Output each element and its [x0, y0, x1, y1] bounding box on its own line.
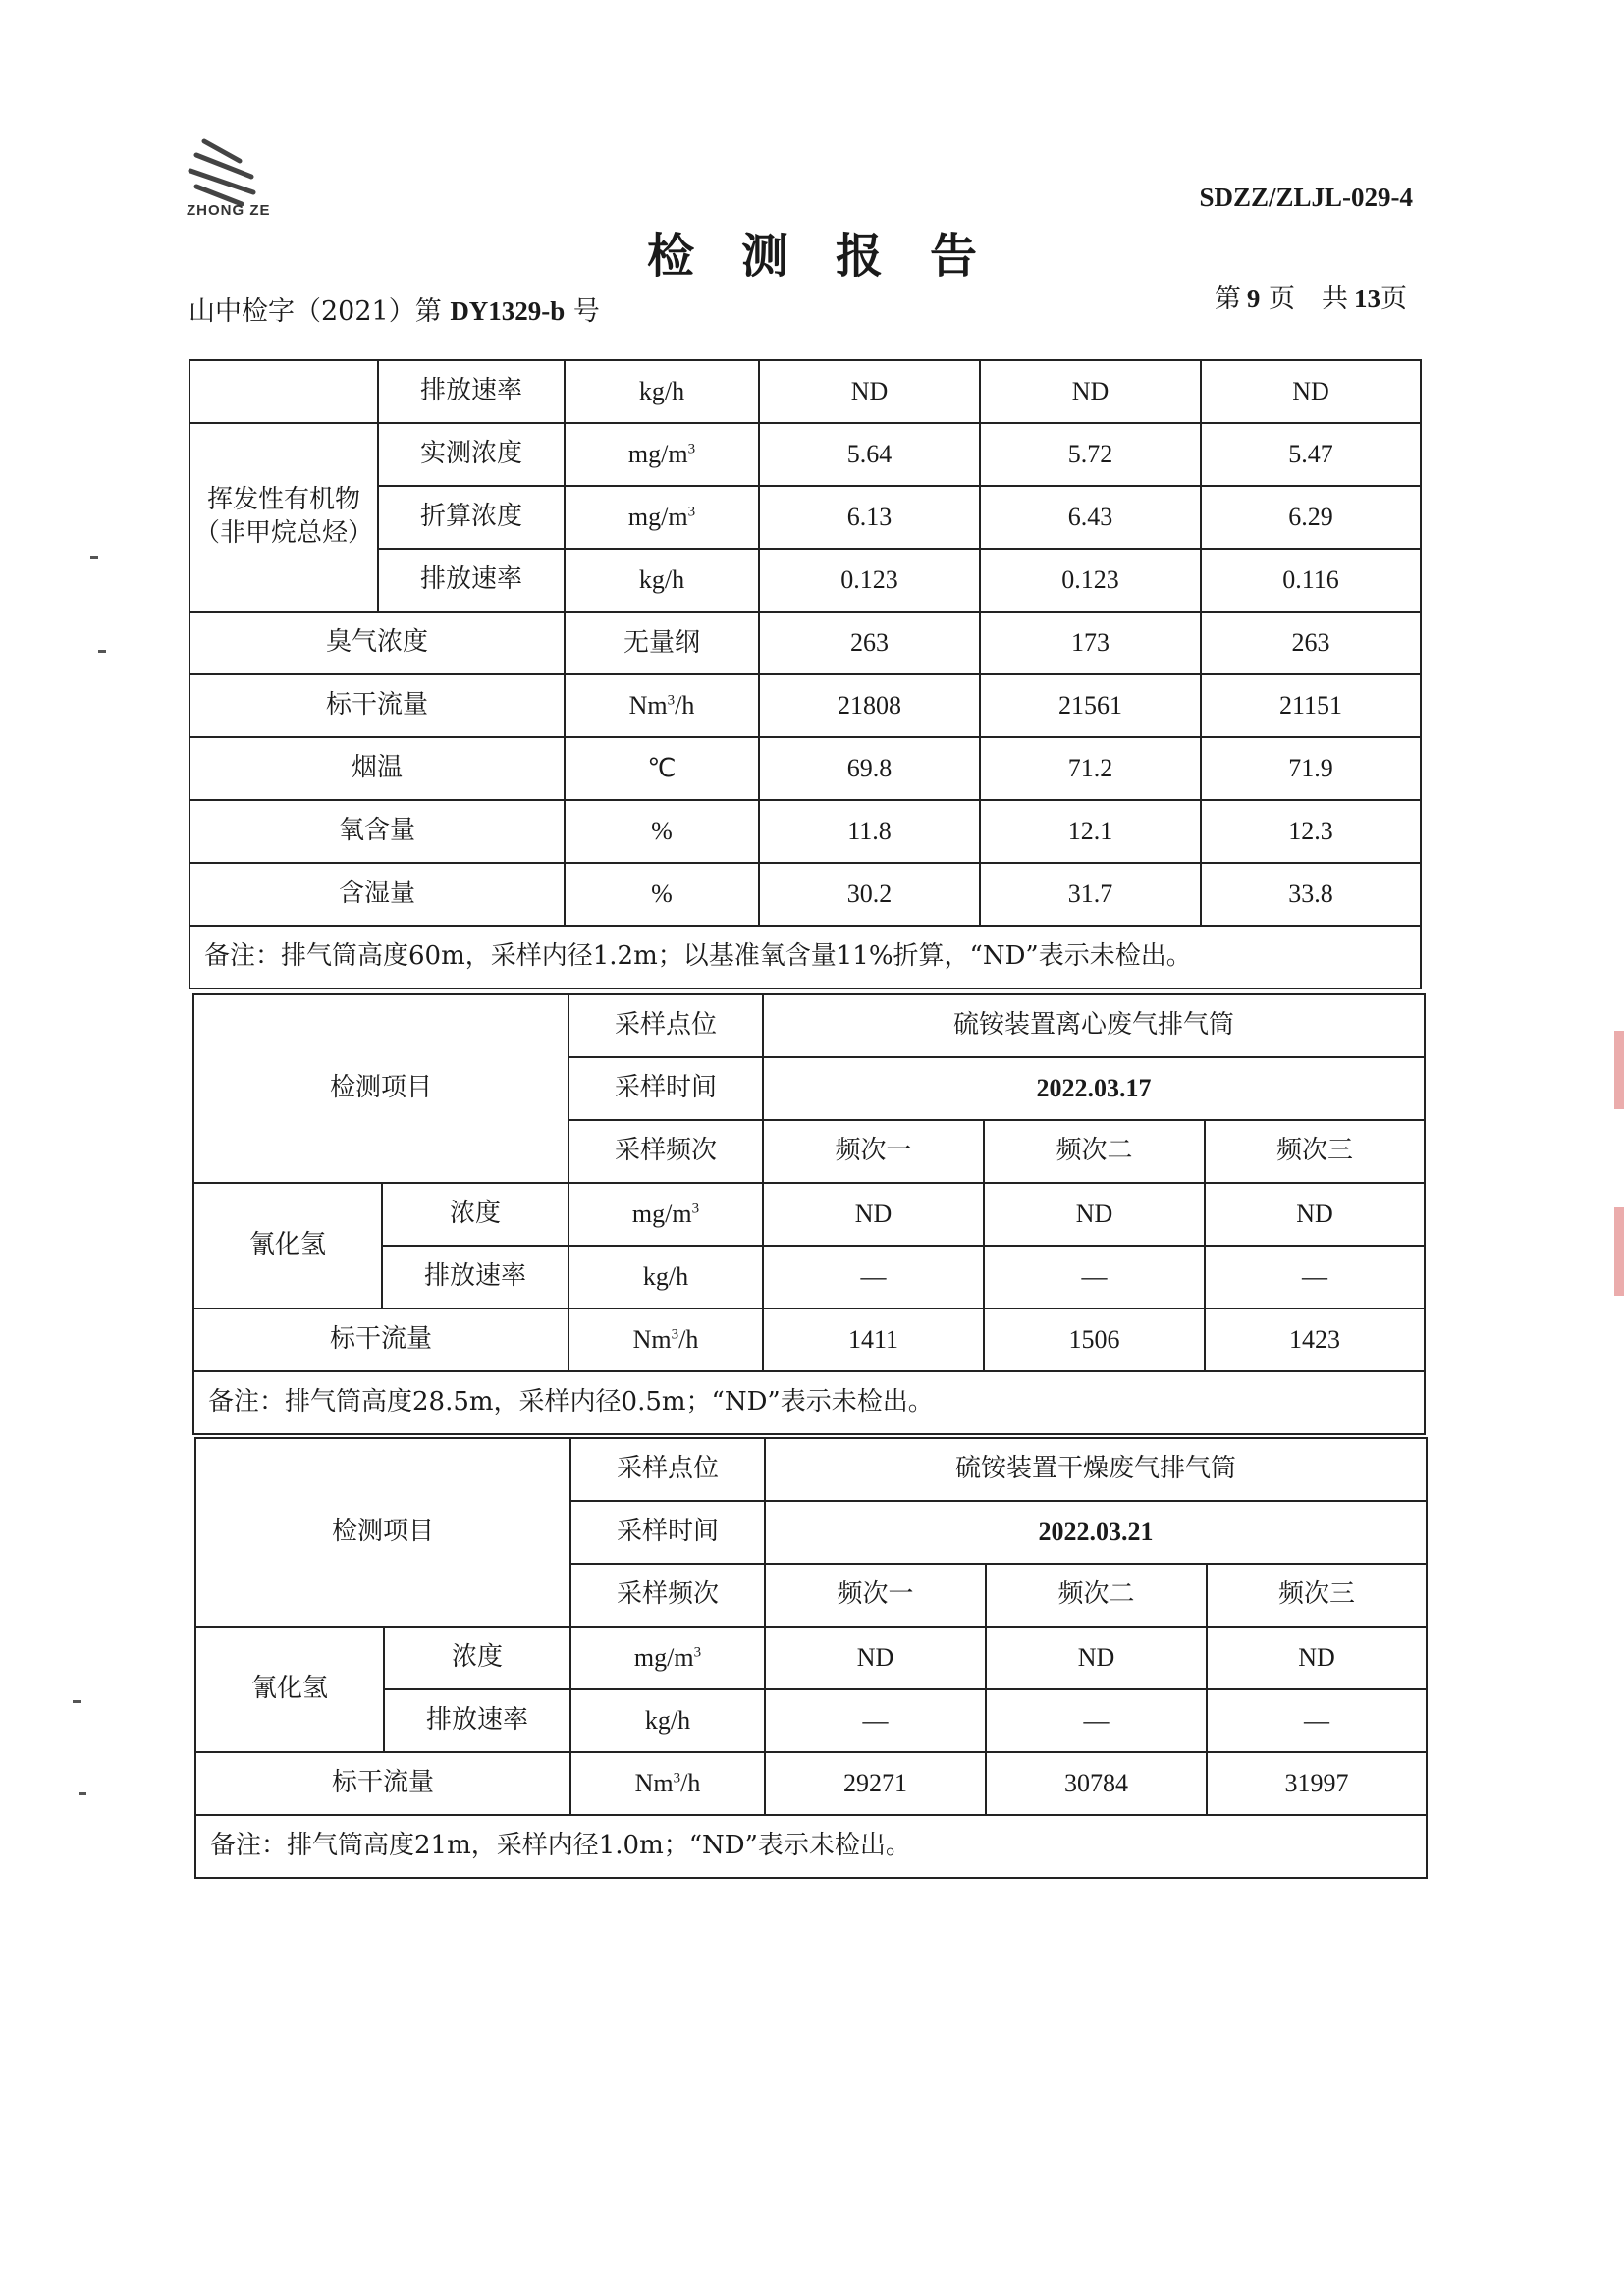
- value-cell: ND: [763, 1183, 984, 1246]
- value-cell: —: [765, 1689, 986, 1752]
- value-cell: 11.8: [759, 800, 980, 863]
- frequency-header: 频次二: [984, 1120, 1205, 1183]
- seal-edge-mark: [1614, 1031, 1624, 1109]
- sampling-frequency-label: 采样频次: [570, 1564, 765, 1627]
- unit-base: ℃: [647, 754, 677, 783]
- value-cell: 71.9: [1201, 737, 1421, 800]
- value-cell: 173: [980, 612, 1201, 674]
- table-row: [189, 863, 1421, 926]
- row-label: 标干流量: [193, 1308, 568, 1371]
- unit-cell: [565, 800, 759, 863]
- table-row: [195, 1627, 1427, 1689]
- table-row: [195, 1815, 1427, 1878]
- report-number-prefix: 山中检字（2021）第: [189, 296, 442, 327]
- emission-table-1: [189, 359, 1422, 989]
- scan-speck: [90, 556, 98, 559]
- unit-base: Nm: [632, 1325, 672, 1355]
- frequency-header: 频次一: [765, 1564, 986, 1627]
- param-label: 实测浓度: [378, 423, 565, 486]
- sampling-location: 硫铵装置干燥废气排气筒: [765, 1438, 1427, 1501]
- unit-cell: [565, 612, 759, 674]
- table-row: [189, 423, 1421, 486]
- value-cell: 5.64: [759, 423, 980, 486]
- param-label: 排放速率: [378, 360, 565, 423]
- value-cell: 0.123: [759, 549, 980, 612]
- value-cell: ND: [1207, 1627, 1427, 1689]
- emission-table-2: [192, 993, 1426, 1435]
- report-title: 检测报告: [646, 229, 1024, 284]
- unit-cell: [568, 1183, 763, 1246]
- value-cell: ND: [765, 1627, 986, 1689]
- unit-cell: [570, 1627, 765, 1689]
- value-cell: 30.2: [759, 863, 980, 926]
- value-cell: 6.13: [759, 486, 980, 549]
- unit-superscript: 3: [667, 692, 676, 709]
- unit-superscript: 3: [691, 1201, 700, 1217]
- page-number: [1215, 277, 1413, 315]
- param-label: 排放速率: [382, 1246, 568, 1308]
- scan-speck: [79, 1792, 86, 1795]
- sampling-location-label: 采样点位: [568, 994, 763, 1057]
- unit-base: mg/m: [631, 1200, 692, 1229]
- unit-superscript: 3: [671, 1326, 679, 1343]
- table-row: [189, 737, 1421, 800]
- value-cell: ND: [980, 360, 1201, 423]
- value-cell: 5.47: [1201, 423, 1421, 486]
- frequency-header: 频次三: [1207, 1564, 1427, 1627]
- table-note: 备注：排气筒高度60m，采样内径1.2m；以基准氧含量11%折算，“ND”表示未检出。: [189, 926, 1421, 988]
- emission-table-3: [194, 1437, 1428, 1879]
- value-cell: 1506: [984, 1308, 1205, 1371]
- table-row: [189, 926, 1421, 988]
- unit-cell: [568, 1308, 763, 1371]
- detection-item-label: 检测项目: [195, 1438, 570, 1627]
- sampling-location: 硫铵装置离心废气排气筒: [763, 994, 1425, 1057]
- sampling-date: 2022.03.21: [765, 1501, 1427, 1564]
- sampling-frequency-label: 采样频次: [568, 1120, 763, 1183]
- value-cell: 0.116: [1201, 549, 1421, 612]
- unit-base: Nm: [628, 691, 668, 721]
- unit-base: mg/m: [633, 1643, 694, 1673]
- blank-cell: [189, 360, 378, 423]
- value-cell: ND: [759, 360, 980, 423]
- row-label: 氧含量: [189, 800, 565, 863]
- row-label: 标干流量: [189, 674, 565, 737]
- row-label: 烟温: [189, 737, 565, 800]
- param-label: 浓度: [382, 1183, 568, 1246]
- report-number-code: DY1329-b: [450, 296, 566, 326]
- value-cell: 21808: [759, 674, 980, 737]
- row-label: 标干流量: [195, 1752, 570, 1815]
- page-current: 9: [1246, 284, 1261, 313]
- detection-item-label: 检测项目: [193, 994, 568, 1183]
- value-cell: —: [763, 1246, 984, 1308]
- table-row: [193, 1308, 1425, 1371]
- document-code: SDZZ/ZLJL-029-4: [1199, 183, 1413, 212]
- value-cell: 21561: [980, 674, 1201, 737]
- value-cell: 0.123: [980, 549, 1201, 612]
- report-number: [189, 290, 600, 328]
- unit-base: Nm: [634, 1769, 674, 1798]
- voc-group-label: 挥发性有机物（非甲烷总烃）: [189, 423, 378, 612]
- table-row: [195, 1438, 1427, 1501]
- table-row: [193, 1371, 1425, 1434]
- table-row: [189, 674, 1421, 737]
- unit-base: kg/h: [638, 565, 685, 595]
- unit-cell: kg/h: [565, 360, 759, 423]
- value-cell: 69.8: [759, 737, 980, 800]
- table-row: [193, 994, 1425, 1057]
- unit-cell: kg/h: [568, 1246, 763, 1308]
- unit-tail: /h: [678, 1325, 699, 1355]
- frequency-header: 频次二: [986, 1564, 1207, 1627]
- value-cell: 71.2: [980, 737, 1201, 800]
- value-cell: ND: [1201, 360, 1421, 423]
- value-cell: —: [984, 1246, 1205, 1308]
- value-cell: —: [986, 1689, 1207, 1752]
- value-cell: 29271: [765, 1752, 986, 1815]
- unit-cell: [565, 549, 759, 612]
- unit-superscript: 3: [673, 1770, 681, 1787]
- value-cell: 30784: [986, 1752, 1207, 1815]
- unit-superscript: 3: [687, 504, 696, 520]
- unit-cell: [565, 486, 759, 549]
- unit-base: %: [651, 817, 673, 846]
- unit-cell: [570, 1752, 765, 1815]
- table-row: [189, 800, 1421, 863]
- value-cell: 12.3: [1201, 800, 1421, 863]
- value-cell: 1423: [1205, 1308, 1425, 1371]
- substance-label: 氰化氢: [195, 1627, 384, 1752]
- sampling-date: 2022.03.17: [763, 1057, 1425, 1120]
- unit-cell: [565, 737, 759, 800]
- value-cell: 31.7: [980, 863, 1201, 926]
- unit-cell: [565, 423, 759, 486]
- unit-cell: [565, 863, 759, 926]
- table-note: 备注：排气筒高度28.5m，采样内径0.5m；“ND”表示未检出。: [193, 1371, 1425, 1434]
- page-suffix: 页: [1380, 284, 1407, 314]
- value-cell: 31997: [1207, 1752, 1427, 1815]
- unit-superscript: 3: [687, 441, 696, 457]
- sampling-time-label: 采样时间: [568, 1057, 763, 1120]
- value-cell: 5.72: [980, 423, 1201, 486]
- frequency-header: 频次一: [763, 1120, 984, 1183]
- unit-base: %: [651, 880, 673, 909]
- value-cell: 1411: [763, 1308, 984, 1371]
- value-cell: 21151: [1201, 674, 1421, 737]
- row-label: 臭气浓度: [189, 612, 565, 674]
- page-prefix: 第: [1214, 284, 1241, 314]
- value-cell: 263: [759, 612, 980, 674]
- sampling-time-label: 采样时间: [570, 1501, 765, 1564]
- unit-cell: kg/h: [570, 1689, 765, 1752]
- page-mid: 页 共: [1269, 284, 1348, 314]
- unit-base: mg/m: [627, 440, 688, 469]
- param-label: 排放速率: [384, 1689, 570, 1752]
- unit-tail: /h: [675, 691, 695, 721]
- table-note: 备注：排气筒高度21m，采样内径1.0m；“ND”表示未检出。: [195, 1815, 1427, 1878]
- row-label: 含湿量: [189, 863, 565, 926]
- unit-base: 无量纲: [623, 628, 700, 658]
- value-cell: —: [1205, 1246, 1425, 1308]
- value-cell: ND: [984, 1183, 1205, 1246]
- value-cell: ND: [986, 1627, 1207, 1689]
- unit-superscript: 3: [693, 1644, 702, 1661]
- page-total: 13: [1354, 284, 1380, 313]
- unit-tail: /h: [680, 1769, 701, 1798]
- param-label: 浓度: [384, 1627, 570, 1689]
- logo-text: ZHONG ZE: [187, 202, 271, 219]
- unit-base: mg/m: [627, 503, 688, 532]
- table-row: [195, 1752, 1427, 1815]
- param-label: 排放速率: [378, 549, 565, 612]
- scan-speck: [73, 1700, 81, 1703]
- table-row: [193, 1183, 1425, 1246]
- param-label: 折算浓度: [378, 486, 565, 549]
- value-cell: 263: [1201, 612, 1421, 674]
- substance-label: 氰化氢: [193, 1183, 382, 1308]
- value-cell: 33.8: [1201, 863, 1421, 926]
- table-row: [189, 360, 1421, 423]
- unit-cell: [565, 674, 759, 737]
- value-cell: 6.43: [980, 486, 1201, 549]
- value-cell: —: [1207, 1689, 1427, 1752]
- value-cell: 6.29: [1201, 486, 1421, 549]
- table-row: [189, 612, 1421, 674]
- frequency-header: 频次三: [1205, 1120, 1425, 1183]
- report-number-suffix: 号: [572, 296, 600, 327]
- scan-speck: [98, 650, 106, 653]
- value-cell: 12.1: [980, 800, 1201, 863]
- seal-edge-mark: [1614, 1207, 1624, 1296]
- value-cell: ND: [1205, 1183, 1425, 1246]
- sampling-location-label: 采样点位: [570, 1438, 765, 1501]
